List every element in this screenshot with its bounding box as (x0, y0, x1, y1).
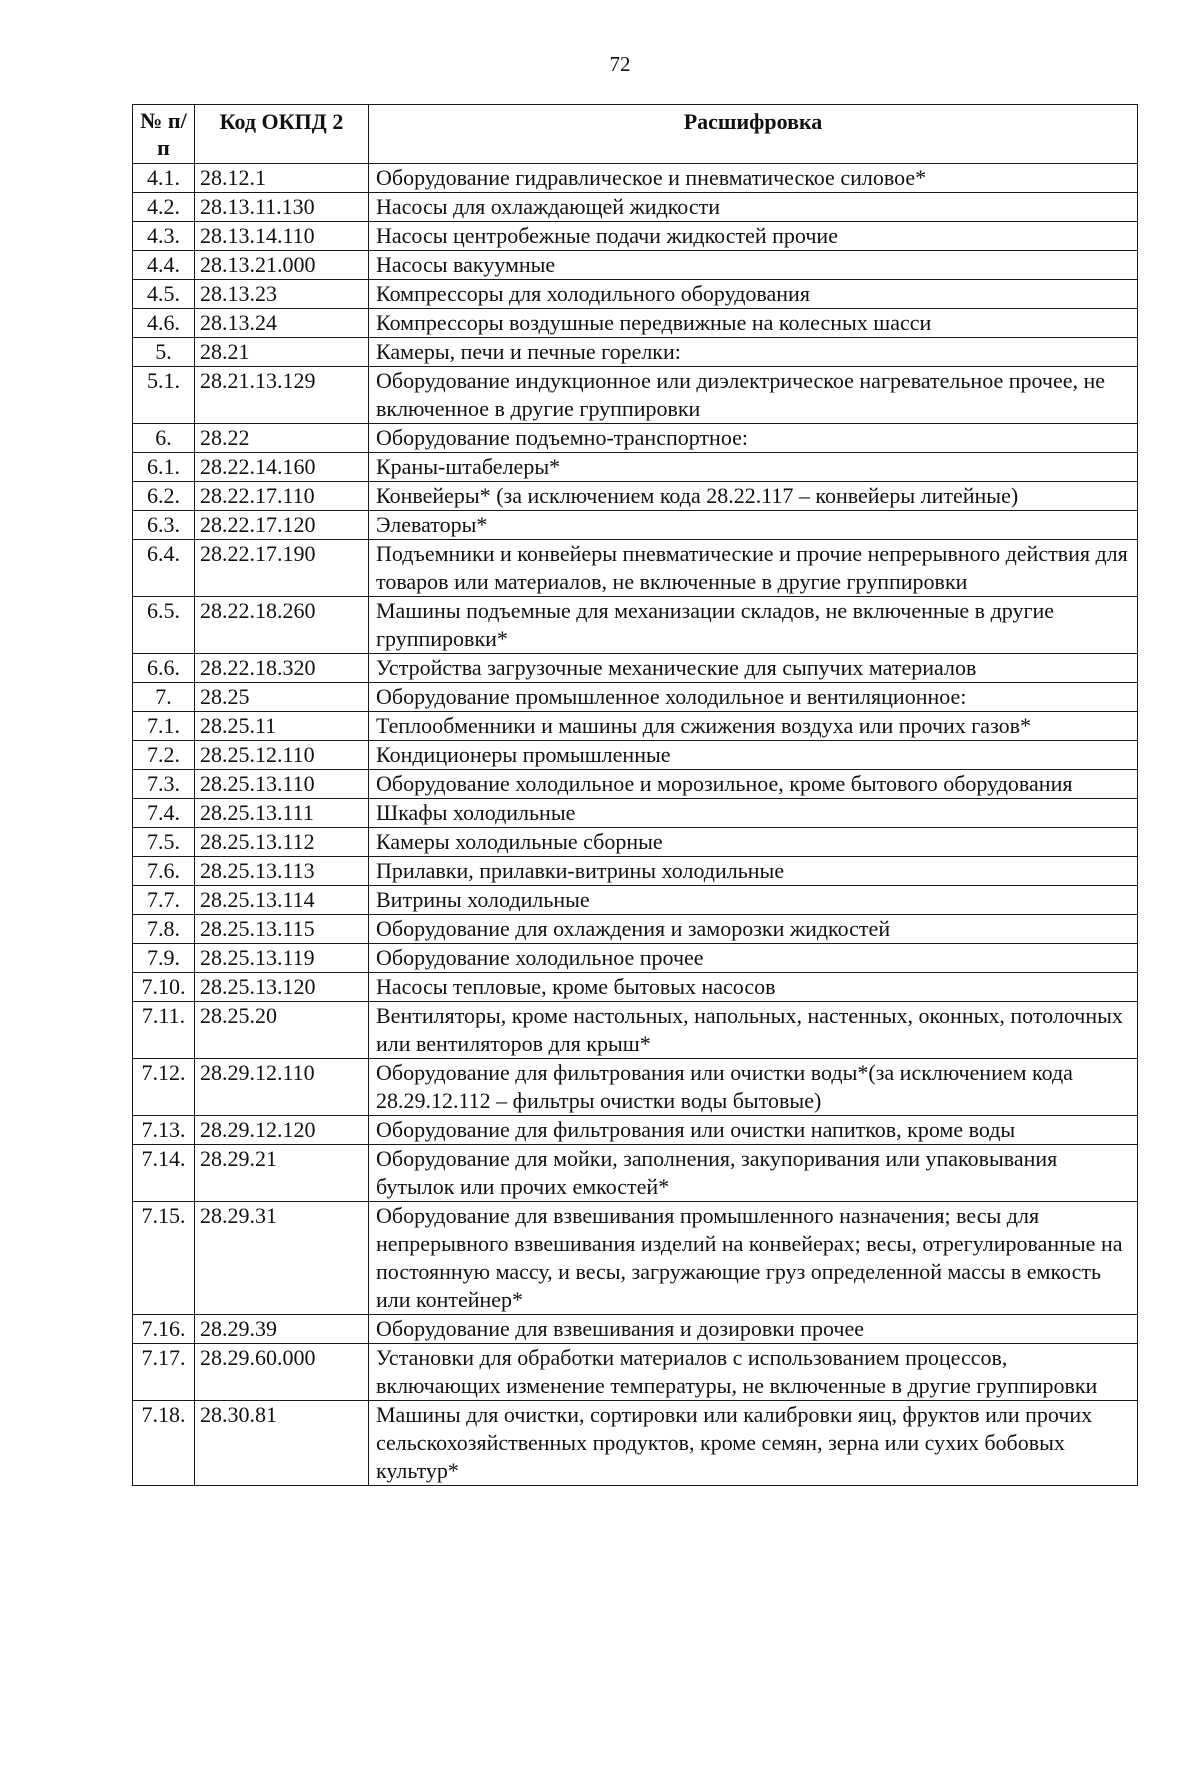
row-number: 7.6. (133, 857, 195, 886)
row-description: Кондиционеры промышленные (369, 741, 1138, 770)
table-row (133, 828, 1138, 857)
row-description: Оборудование подъемно-транспортное: (369, 424, 1138, 453)
table-row (133, 944, 1138, 973)
row-description: Оборудование для фильтрования или очистки напитков, кроме воды (369, 1116, 1138, 1145)
table-body (133, 164, 1138, 1486)
table-row (133, 222, 1138, 251)
row-description: Машины подъемные для механизации складов, не включенные в другие группировки* (369, 597, 1138, 654)
row-description: Оборудование для взвешивания промышленного назначения; весы для непрерывного взвешивания изделий на конвейерах; весы, отрегулированные на постоянную массу, и весы, загружающие груз определенной массы в емкость или контейнер* (369, 1202, 1138, 1315)
row-number: 7.17. (133, 1344, 195, 1401)
row-okpd-code: 28.29.12.110 (195, 1059, 369, 1116)
row-description: Конвейеры* (за исключением кода 28.22.117 – конвейеры литейные) (369, 482, 1138, 511)
table-row (133, 973, 1138, 1002)
row-description: Оборудование для взвешивания и дозировки прочее (369, 1315, 1138, 1344)
row-okpd-code: 28.12.1 (195, 164, 369, 193)
header-num: № п/п (133, 105, 195, 164)
table-row (133, 193, 1138, 222)
row-description: Камеры холодильные сборные (369, 828, 1138, 857)
table-row (133, 251, 1138, 280)
table-row (133, 1401, 1138, 1486)
table-row (133, 1116, 1138, 1145)
row-description: Камеры, печи и печные горелки: (369, 338, 1138, 367)
row-okpd-code: 28.29.60.000 (195, 1344, 369, 1401)
row-okpd-code: 28.22.17.120 (195, 511, 369, 540)
table-row (133, 1002, 1138, 1059)
row-number: 6.2. (133, 482, 195, 511)
row-number: 7.8. (133, 915, 195, 944)
row-description: Оборудование для фильтрования или очистки воды*(за исключением кода 28.29.12.112 – фильтры очистки воды бытовые) (369, 1059, 1138, 1116)
row-description: Оборудование для охлаждения и заморозки жидкостей (369, 915, 1138, 944)
table-row (133, 309, 1138, 338)
row-description: Компрессоры для холодильного оборудования (369, 280, 1138, 309)
row-okpd-code: 28.13.23 (195, 280, 369, 309)
table-row (133, 540, 1138, 597)
row-okpd-code: 28.25.20 (195, 1002, 369, 1059)
page-number: 72 (609, 52, 631, 76)
row-number: 5. (133, 338, 195, 367)
row-okpd-code: 28.22.17.110 (195, 482, 369, 511)
row-okpd-code: 28.29.39 (195, 1315, 369, 1344)
table-header-row (133, 105, 1138, 164)
row-description: Оборудование гидравлическое и пневматическое силовое* (369, 164, 1138, 193)
table-row (133, 683, 1138, 712)
table-row (133, 1315, 1138, 1344)
row-description: Вентиляторы, кроме настольных, напольных, настенных, оконных, потолочных или вентиляторов для крыш* (369, 1002, 1138, 1059)
row-description: Оборудование для мойки, заполнения, закупоривания или упаковывания бутылок или прочих емкостей* (369, 1145, 1138, 1202)
row-number: 7.9. (133, 944, 195, 973)
okpd-table (132, 104, 1138, 1486)
row-okpd-code: 28.29.12.120 (195, 1116, 369, 1145)
row-description: Краны-штабелеры* (369, 453, 1138, 482)
table-row (133, 367, 1138, 424)
table-row (133, 164, 1138, 193)
row-number: 4.2. (133, 193, 195, 222)
row-number: 7. (133, 683, 195, 712)
row-number: 4.4. (133, 251, 195, 280)
table-row (133, 453, 1138, 482)
row-number: 4.5. (133, 280, 195, 309)
row-okpd-code: 28.25.13.120 (195, 973, 369, 1002)
row-okpd-code: 28.25.13.114 (195, 886, 369, 915)
row-number: 7.10. (133, 973, 195, 1002)
table-row (133, 770, 1138, 799)
row-number: 6.5. (133, 597, 195, 654)
row-number: 4.1. (133, 164, 195, 193)
row-number: 7.16. (133, 1315, 195, 1344)
row-description: Витрины холодильные (369, 886, 1138, 915)
row-description: Установки для обработки материалов с использованием процессов, включающих изменение температуры, не включенные в другие группировки (369, 1344, 1138, 1401)
row-number: 7.13. (133, 1116, 195, 1145)
row-okpd-code: 28.25.13.119 (195, 944, 369, 973)
row-description: Оборудование индукционное или диэлектрическое нагревательное прочее, не включенное в другие группировки (369, 367, 1138, 424)
row-okpd-code: 28.29.31 (195, 1202, 369, 1315)
row-description: Насосы тепловые, кроме бытовых насосов (369, 973, 1138, 1002)
row-number: 7.15. (133, 1202, 195, 1315)
table-row (133, 741, 1138, 770)
row-okpd-code: 28.22.14.160 (195, 453, 369, 482)
table-row (133, 1059, 1138, 1116)
table-row (133, 886, 1138, 915)
row-number: 6.3. (133, 511, 195, 540)
row-description: Насосы центробежные подачи жидкостей прочие (369, 222, 1138, 251)
row-description: Насосы вакуумные (369, 251, 1138, 280)
table-row (133, 654, 1138, 683)
row-number: 4.6. (133, 309, 195, 338)
row-description: Шкафы холодильные (369, 799, 1138, 828)
row-description: Прилавки, прилавки-витрины холодильные (369, 857, 1138, 886)
table-row (133, 1145, 1138, 1202)
row-description: Оборудование холодильное и морозильное, кроме бытового оборудования (369, 770, 1138, 799)
row-okpd-code: 28.21.13.129 (195, 367, 369, 424)
row-description: Компрессоры воздушные передвижные на колесных шасси (369, 309, 1138, 338)
row-number: 4.3. (133, 222, 195, 251)
row-description: Подъемники и конвейеры пневматические и прочие непрерывного действия для товаров или материалов, не включенные в другие группировки (369, 540, 1138, 597)
row-okpd-code: 28.25.13.113 (195, 857, 369, 886)
row-description: Теплообменники и машины для сжижения воздуха или прочих газов* (369, 712, 1138, 741)
table-row (133, 424, 1138, 453)
row-okpd-code: 28.25.13.111 (195, 799, 369, 828)
table-row (133, 915, 1138, 944)
row-number: 7.18. (133, 1401, 195, 1486)
row-number: 7.5. (133, 828, 195, 857)
row-number: 7.11. (133, 1002, 195, 1059)
table-row (133, 280, 1138, 309)
row-okpd-code: 28.22.17.190 (195, 540, 369, 597)
row-okpd-code: 28.13.14.110 (195, 222, 369, 251)
row-description: Машины для очистки, сортировки или калибровки яиц, фруктов или прочих сельскохозяйственных продуктов, кроме семян, зерна или сухих бобовых культур* (369, 1401, 1138, 1486)
row-number: 5.1. (133, 367, 195, 424)
row-number: 7.3. (133, 770, 195, 799)
table-row (133, 338, 1138, 367)
row-okpd-code: 28.25.11 (195, 712, 369, 741)
row-description: Оборудование промышленное холодильное и вентиляционное: (369, 683, 1138, 712)
row-okpd-code: 28.25.13.112 (195, 828, 369, 857)
table-row (133, 511, 1138, 540)
row-number: 6.4. (133, 540, 195, 597)
row-okpd-code: 28.25.13.115 (195, 915, 369, 944)
row-number: 6.6. (133, 654, 195, 683)
row-number: 6.1. (133, 453, 195, 482)
table-row (133, 1202, 1138, 1315)
row-number: 7.4. (133, 799, 195, 828)
header-desc: Расшифровка (369, 105, 1138, 164)
row-number: 7.12. (133, 1059, 195, 1116)
table-row (133, 597, 1138, 654)
row-number: 7.7. (133, 886, 195, 915)
row-number: 7.14. (133, 1145, 195, 1202)
table-row (133, 799, 1138, 828)
row-description: Элеваторы* (369, 511, 1138, 540)
row-okpd-code: 28.29.21 (195, 1145, 369, 1202)
row-description: Насосы для охлаждающей жидкости (369, 193, 1138, 222)
row-okpd-code: 28.13.11.130 (195, 193, 369, 222)
table-row (133, 712, 1138, 741)
row-okpd-code: 28.13.21.000 (195, 251, 369, 280)
row-okpd-code: 28.22.18.260 (195, 597, 369, 654)
table-row (133, 482, 1138, 511)
header-code: Код ОКПД 2 (195, 105, 369, 164)
row-number: 6. (133, 424, 195, 453)
row-okpd-code: 28.13.24 (195, 309, 369, 338)
row-okpd-code: 28.25.12.110 (195, 741, 369, 770)
table-row (133, 857, 1138, 886)
row-okpd-code: 28.22 (195, 424, 369, 453)
row-okpd-code: 28.30.81 (195, 1401, 369, 1486)
row-number: 7.2. (133, 741, 195, 770)
row-number: 7.1. (133, 712, 195, 741)
row-okpd-code: 28.25.13.110 (195, 770, 369, 799)
row-description: Устройства загрузочные механические для сыпучих материалов (369, 654, 1138, 683)
row-okpd-code: 28.22.18.320 (195, 654, 369, 683)
row-okpd-code: 28.25 (195, 683, 369, 712)
row-okpd-code: 28.21 (195, 338, 369, 367)
row-description: Оборудование холодильное прочее (369, 944, 1138, 973)
table-row (133, 1344, 1138, 1401)
